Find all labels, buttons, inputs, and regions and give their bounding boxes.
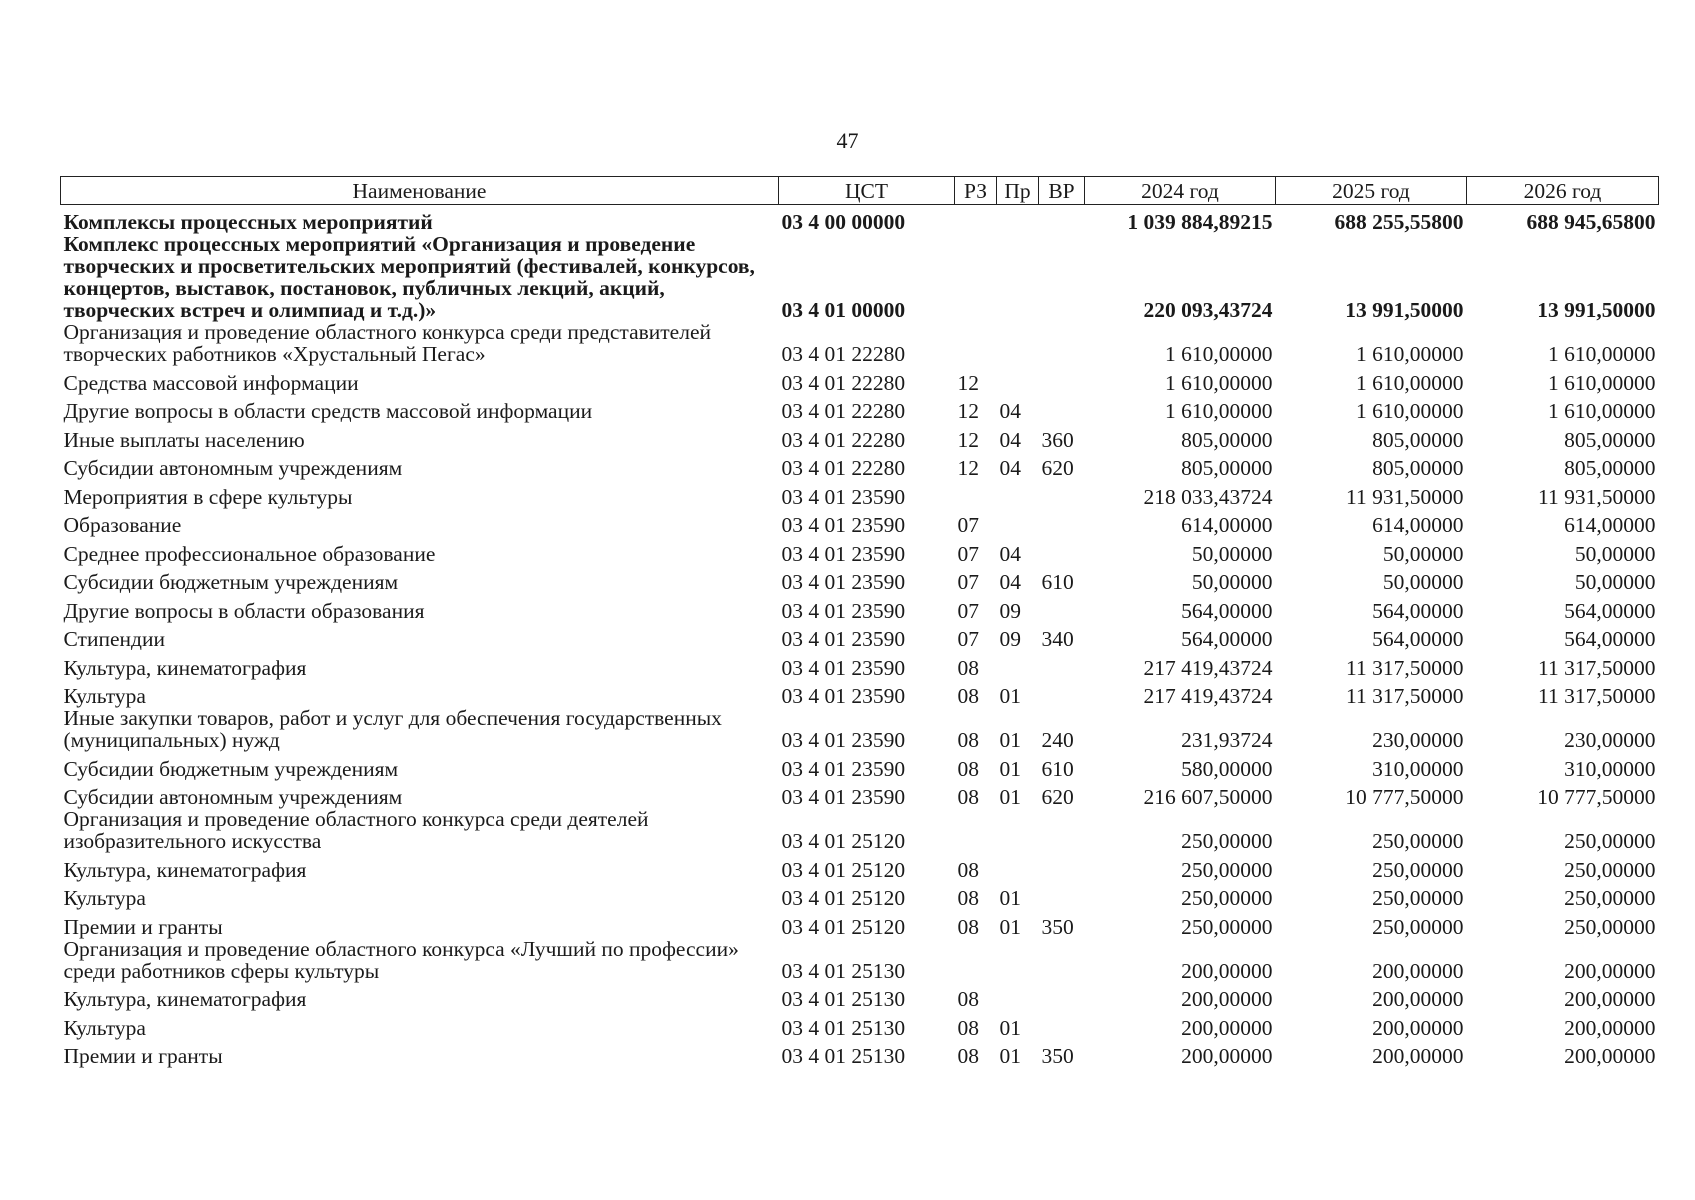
row-2026: 230,00000 <box>1564 728 1656 752</box>
row-rz: 08 <box>957 756 979 781</box>
row-pr <box>997 938 1039 982</box>
row-cst: 03 4 01 00000 <box>781 298 906 322</box>
row-pr <box>997 650 1039 679</box>
row-cst: 03 4 01 25120 <box>781 857 906 882</box>
row-2025: 230,00000 <box>1372 728 1464 752</box>
row-2024: 1 610,00000 <box>1165 399 1273 423</box>
row-pr: 09 <box>999 627 1021 651</box>
row-vr <box>1039 365 1085 394</box>
row-2025: 11 317,50000 <box>1346 684 1464 708</box>
row-rz: 12 <box>957 399 979 423</box>
row-2026: 50,00000 <box>1574 541 1656 566</box>
row-vr <box>1039 321 1085 365</box>
row-name: Организация и проведение областного конкурса среди представителей творческих работников «Хрустальный Пегас» <box>63 320 711 366</box>
row-pr: 04 <box>999 570 1021 594</box>
row-vr: 360 <box>1041 427 1074 452</box>
table-row <box>61 536 1659 565</box>
row-2025: 200,00000 <box>1372 987 1464 1011</box>
table-row <box>61 394 1659 423</box>
row-pr: 01 <box>999 785 1021 809</box>
row-cst: 03 4 01 25130 <box>781 987 906 1011</box>
table-row <box>61 650 1659 679</box>
row-2024: 218 033,43724 <box>1143 484 1273 509</box>
row-2026: 11 317,50000 <box>1538 684 1656 708</box>
table-row <box>61 982 1659 1011</box>
table-row <box>61 479 1659 508</box>
row-name: Образование <box>63 513 182 537</box>
row-2026: 250,00000 <box>1564 829 1656 853</box>
row-cst: 03 4 01 23590 <box>781 513 906 537</box>
row-vr: 620 <box>1041 785 1074 809</box>
budget-table <box>60 176 1659 1067</box>
row-name: Другие вопросы в области средств массовой информации <box>63 399 593 423</box>
row-rz <box>955 205 997 234</box>
row-name: Премии и гранты <box>63 1044 223 1068</box>
row-2026: 200,00000 <box>1564 987 1656 1011</box>
row-2025: 1 610,00000 <box>1356 370 1464 395</box>
row-2026: 688 945,65800 <box>1526 210 1656 234</box>
row-2024: 1 610,00000 <box>1165 370 1273 395</box>
header-rz: РЗ <box>955 177 997 205</box>
row-2025: 805,00000 <box>1372 427 1464 452</box>
row-rz: 08 <box>957 987 979 1011</box>
row-2025: 250,00000 <box>1372 914 1464 939</box>
row-name: Комплексы процессных мероприятий <box>63 210 433 234</box>
row-rz: 07 <box>957 541 979 566</box>
row-2024: 250,00000 <box>1181 886 1273 910</box>
row-pr <box>997 808 1039 852</box>
row-2024: 564,00000 <box>1181 627 1273 651</box>
row-2025: 614,00000 <box>1372 513 1464 537</box>
row-2025: 1 610,00000 <box>1356 399 1464 423</box>
row-pr: 01 <box>999 886 1021 910</box>
row-2024: 200,00000 <box>1181 987 1273 1011</box>
row-name: Среднее профессиональное образование <box>63 541 436 566</box>
row-name: Мероприятия в сфере культуры <box>63 484 353 509</box>
row-cst: 03 4 01 23590 <box>781 598 906 623</box>
row-pr: 01 <box>999 1015 1021 1040</box>
row-2024: 805,00000 <box>1181 427 1273 452</box>
row-2025: 250,00000 <box>1372 829 1464 853</box>
row-name: Субсидии автономным учреждениям <box>63 456 403 480</box>
table-row <box>61 508 1659 537</box>
row-vr <box>1039 593 1085 622</box>
row-2025: 564,00000 <box>1372 627 1464 651</box>
row-name: Субсидии бюджетным учреждениям <box>63 756 399 781</box>
row-2024: 805,00000 <box>1181 456 1273 480</box>
row-2025: 11 931,50000 <box>1346 484 1464 509</box>
table-row <box>61 321 1659 365</box>
row-rz: 07 <box>957 598 979 623</box>
row-2024: 231,93724 <box>1181 728 1273 752</box>
row-2026: 1 610,00000 <box>1548 370 1656 395</box>
row-pr <box>997 233 1039 321</box>
row-vr: 240 <box>1041 728 1074 752</box>
row-vr: 610 <box>1041 756 1074 781</box>
row-rz: 08 <box>957 1015 979 1040</box>
row-cst: 03 4 01 25120 <box>781 914 906 939</box>
table-row <box>61 780 1659 809</box>
row-cst: 03 4 01 23590 <box>781 627 906 651</box>
row-2026: 614,00000 <box>1564 513 1656 537</box>
header-pr: Пр <box>997 177 1039 205</box>
row-rz <box>955 808 997 852</box>
row-vr <box>1039 536 1085 565</box>
row-rz: 07 <box>957 627 979 651</box>
row-2025: 11 317,50000 <box>1346 655 1464 680</box>
row-cst: 03 4 01 25120 <box>781 829 906 853</box>
row-rz <box>955 479 997 508</box>
row-2024: 564,00000 <box>1181 598 1273 623</box>
row-pr <box>997 321 1039 365</box>
row-name: Другие вопросы в области образования <box>63 598 425 623</box>
row-rz <box>955 321 997 365</box>
row-name: Организация и проведение областного конкурса среди деятелей изобразительного искусства <box>63 807 649 853</box>
row-vr <box>1039 479 1085 508</box>
row-cst: 03 4 01 23590 <box>781 728 906 752</box>
row-2026: 200,00000 <box>1564 958 1656 983</box>
row-2025: 688 255,55800 <box>1334 210 1464 234</box>
row-rz: 08 <box>957 1044 979 1068</box>
row-vr: 340 <box>1041 627 1074 651</box>
row-cst: 03 4 01 23590 <box>781 785 906 809</box>
row-name: Премии и гранты <box>63 914 223 939</box>
row-2026: 200,00000 <box>1564 1044 1656 1068</box>
row-vr <box>1039 982 1085 1011</box>
table-row <box>61 365 1659 394</box>
table-row <box>61 808 1659 852</box>
row-rz: 08 <box>957 655 979 680</box>
row-pr: 01 <box>999 728 1021 752</box>
row-2024: 200,00000 <box>1181 1044 1273 1068</box>
row-cst: 03 4 01 22280 <box>781 399 906 423</box>
row-cst: 03 4 01 25130 <box>781 1044 906 1068</box>
row-rz: 07 <box>957 570 979 594</box>
row-pr: 04 <box>999 456 1021 480</box>
row-2026: 805,00000 <box>1564 427 1656 452</box>
row-vr <box>1039 205 1085 234</box>
table-row <box>61 422 1659 451</box>
table-row <box>61 751 1659 780</box>
row-cst: 03 4 01 22280 <box>781 456 906 480</box>
row-name: Организация и проведение областного конкурса «Лучший по профессии» среди работников сферы культуры <box>63 936 739 983</box>
row-pr <box>997 479 1039 508</box>
row-2026: 250,00000 <box>1564 886 1656 910</box>
row-name: Культура, кинематография <box>63 987 307 1011</box>
row-pr: 01 <box>999 914 1021 939</box>
row-2024: 50,00000 <box>1191 570 1273 594</box>
row-name: Культура <box>63 1015 146 1040</box>
row-2024: 200,00000 <box>1181 958 1273 983</box>
row-cst: 03 4 01 22280 <box>781 427 906 452</box>
row-cst: 03 4 01 25120 <box>781 886 906 910</box>
row-pr: 04 <box>999 427 1021 452</box>
row-2024: 220 093,43724 <box>1143 298 1273 322</box>
row-vr: 610 <box>1041 570 1074 594</box>
row-2024: 217 419,43724 <box>1143 684 1273 708</box>
row-name: Средства массовой информации <box>63 370 359 395</box>
row-rz: 12 <box>957 456 979 480</box>
row-2024: 250,00000 <box>1181 914 1273 939</box>
row-2026: 564,00000 <box>1564 627 1656 651</box>
row-2026: 11 317,50000 <box>1538 655 1656 680</box>
row-name: Иные закупки товаров, работ и услуг для обеспечения государственных (муниципальных) нужд <box>63 706 722 752</box>
header-2026: 2026 год <box>1467 177 1659 205</box>
row-2026: 1 610,00000 <box>1548 342 1656 366</box>
header-2024: 2024 год <box>1085 177 1276 205</box>
table-row <box>61 938 1659 982</box>
table-row <box>61 852 1659 881</box>
row-pr <box>997 982 1039 1011</box>
table-row <box>61 1039 1659 1068</box>
row-pr: 09 <box>999 598 1021 623</box>
header-cst: ЦСТ <box>779 177 955 205</box>
row-cst: 03 4 01 25130 <box>781 958 906 983</box>
row-cst: 03 4 01 23590 <box>781 541 906 566</box>
row-name: Комплекс процессных мероприятий «Организация и проведение творческих и просветительских мероприятий (фестивалей, конкурсов, концертов, выставок, постановок, публичных лекций, акций, творческих встреч и олимпиад и т.д.)» <box>63 232 755 322</box>
row-2026: 50,00000 <box>1574 570 1656 594</box>
row-name: Субсидии автономным учреждениям <box>63 785 403 809</box>
row-2024: 250,00000 <box>1181 829 1273 853</box>
row-2025: 50,00000 <box>1382 541 1464 566</box>
header-2025: 2025 год <box>1276 177 1467 205</box>
row-pr: 04 <box>999 399 1021 423</box>
row-2025: 310,00000 <box>1372 756 1464 781</box>
row-2025: 13 991,50000 <box>1345 298 1464 322</box>
row-cst: 03 4 01 23590 <box>781 756 906 781</box>
row-name: Культура, кинематография <box>63 857 307 882</box>
row-2025: 1 610,00000 <box>1356 342 1464 366</box>
row-2025: 200,00000 <box>1372 958 1464 983</box>
row-2025: 564,00000 <box>1372 598 1464 623</box>
row-rz: 07 <box>957 513 979 537</box>
table-body <box>61 205 1659 1068</box>
row-cst: 03 4 01 23590 <box>781 484 906 509</box>
row-name: Субсидии бюджетным учреждениям <box>63 570 399 594</box>
table-row <box>61 451 1659 480</box>
row-pr: 01 <box>999 1044 1021 1068</box>
row-rz: 08 <box>957 785 979 809</box>
row-cst: 03 4 01 22280 <box>781 342 906 366</box>
row-2024: 217 419,43724 <box>1143 655 1273 680</box>
row-2026: 11 931,50000 <box>1538 484 1656 509</box>
row-cst: 03 4 01 25130 <box>781 1015 906 1040</box>
row-cst: 03 4 01 23590 <box>781 684 906 708</box>
row-2024: 1 039 884,89215 <box>1127 210 1273 234</box>
row-rz: 08 <box>957 914 979 939</box>
row-vr <box>1039 881 1085 910</box>
row-2025: 200,00000 <box>1372 1015 1464 1040</box>
row-name: Иные выплаты населению <box>63 427 305 452</box>
row-2026: 250,00000 <box>1564 914 1656 939</box>
row-vr: 620 <box>1041 456 1074 480</box>
row-vr <box>1039 650 1085 679</box>
row-vr <box>1039 679 1085 708</box>
row-vr <box>1039 394 1085 423</box>
row-pr: 01 <box>999 756 1021 781</box>
row-pr <box>997 205 1039 234</box>
table-header-row <box>61 177 1659 205</box>
row-2024: 200,00000 <box>1181 1015 1273 1040</box>
table-row <box>61 205 1659 234</box>
row-name: Культура, кинематография <box>63 655 307 680</box>
row-pr <box>997 852 1039 881</box>
row-2026: 13 991,50000 <box>1537 298 1656 322</box>
row-cst: 03 4 01 23590 <box>781 655 906 680</box>
row-rz: 08 <box>957 857 979 882</box>
row-rz: 12 <box>957 370 979 395</box>
row-pr: 04 <box>999 541 1021 566</box>
row-2026: 10 777,50000 <box>1537 785 1656 809</box>
row-2024: 250,00000 <box>1181 857 1273 882</box>
table-row <box>61 707 1659 751</box>
row-2024: 1 610,00000 <box>1165 342 1273 366</box>
row-pr <box>997 508 1039 537</box>
row-vr <box>1039 852 1085 881</box>
row-2026: 805,00000 <box>1564 456 1656 480</box>
row-2025: 50,00000 <box>1382 570 1464 594</box>
row-2026: 200,00000 <box>1564 1015 1656 1040</box>
row-2025: 200,00000 <box>1372 1044 1464 1068</box>
row-vr <box>1039 233 1085 321</box>
row-rz <box>955 233 997 321</box>
table-row <box>61 881 1659 910</box>
row-cst: 03 4 00 00000 <box>781 210 906 234</box>
row-vr <box>1039 808 1085 852</box>
row-2024: 50,00000 <box>1191 541 1273 566</box>
row-pr: 01 <box>999 684 1021 708</box>
row-vr <box>1039 938 1085 982</box>
row-cst: 03 4 01 23590 <box>781 570 906 594</box>
row-name: Культура <box>63 684 146 708</box>
row-rz: 08 <box>957 728 979 752</box>
row-2025: 250,00000 <box>1372 886 1464 910</box>
row-vr: 350 <box>1041 1044 1074 1068</box>
table-row <box>61 909 1659 938</box>
header-name: Наименование <box>61 177 779 205</box>
row-vr <box>1039 508 1085 537</box>
row-2026: 250,00000 <box>1564 857 1656 882</box>
row-cst: 03 4 01 22280 <box>781 370 906 395</box>
page-number: 47 <box>836 128 859 153</box>
row-2026: 1 610,00000 <box>1548 399 1656 423</box>
row-2024: 216 607,50000 <box>1143 785 1273 809</box>
row-name: Культура <box>63 886 146 910</box>
row-rz: 12 <box>957 427 979 452</box>
table-row <box>61 233 1659 321</box>
table-row <box>61 1010 1659 1039</box>
row-2024: 580,00000 <box>1181 756 1273 781</box>
table-row <box>61 565 1659 594</box>
row-2025: 805,00000 <box>1372 456 1464 480</box>
header-vr: ВР <box>1039 177 1085 205</box>
row-rz: 08 <box>957 684 979 708</box>
table-row <box>61 679 1659 708</box>
row-name: Стипендии <box>63 627 165 651</box>
row-2026: 564,00000 <box>1564 598 1656 623</box>
row-vr <box>1039 1010 1085 1039</box>
row-2025: 250,00000 <box>1372 857 1464 882</box>
row-2025: 10 777,50000 <box>1345 785 1464 809</box>
row-2024: 614,00000 <box>1181 513 1273 537</box>
table-row <box>61 622 1659 651</box>
row-rz <box>955 938 997 982</box>
row-2026: 310,00000 <box>1564 756 1656 781</box>
row-rz: 08 <box>957 886 979 910</box>
table-row <box>61 593 1659 622</box>
row-vr: 350 <box>1041 914 1074 939</box>
row-pr <box>997 365 1039 394</box>
